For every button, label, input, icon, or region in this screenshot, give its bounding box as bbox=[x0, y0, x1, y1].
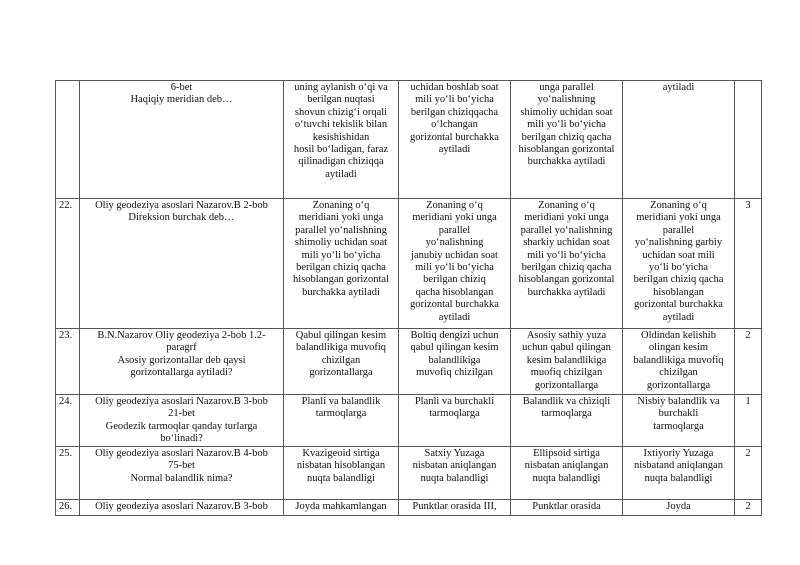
table-row bbox=[56, 447, 762, 500]
question-cell: Oliy geodeziya asoslari Nazarov.B 4-bob 75-bet Normal balandlik nima? bbox=[80, 447, 284, 500]
question-cell: Oliy geodeziya asoslari Nazarov.B 2-bob Direksion burchak deb… bbox=[80, 199, 284, 329]
answer-a-cell: Planli va balandlik tarmoqlarga bbox=[284, 395, 399, 447]
answer-c-cell: Balandlik va chiziqli tarmoqlarga bbox=[511, 395, 623, 447]
row-number: 23. bbox=[56, 329, 80, 395]
answer-key-cell: 2 bbox=[735, 447, 762, 500]
table-row bbox=[56, 329, 762, 395]
row-number: 24. bbox=[56, 395, 80, 447]
answer-d-cell: Ixtiyoriy Yuzaga nisbatand aniqlangan nuqta balandligi bbox=[623, 447, 735, 500]
answer-b-cell: uchidan boshlab soat mili yo‘li bo‘yicha berilgan chiziqqacha o‘lchangan gorizontal burchakka aytiladi bbox=[399, 81, 511, 199]
row-number: 22. bbox=[56, 199, 80, 329]
answer-d-cell: Zonaning o‘q meridiani yoki unga parallel yo‘nalishning garbiy uchidan soat mili yo‘li bo‘yicha berilgan chiziq qacha hisoblangan gorizontal burchakka aytiladi bbox=[623, 199, 735, 329]
answer-c-cell: Asosiy sathiy yuza uchun qabul qilingan kesim balandlikiga muofiq chizilgan gorizontallarga bbox=[511, 329, 623, 395]
table-row bbox=[56, 81, 762, 199]
table-row bbox=[56, 199, 762, 329]
answer-c-cell: Zonaning o‘q meridiani yoki unga parallel yo‘nalishning sharkiy uchidan soat mili yo‘li bo‘yicha berilgan chiziq qacha hisoblangan gorizontal burchakka aytiladi bbox=[511, 199, 623, 329]
answer-a-cell: Qabul qilingan kesim balandlikiga muvofiq chizilgan gorizontallarga bbox=[284, 329, 399, 395]
answer-b-cell: Punktlar orasida III, bbox=[399, 500, 511, 516]
answer-a-cell: uning aylanish o‘qi va berilgan nuqtasi shovun chizig‘i orqali o‘tuvchi tekislik bilan kesishishidan hosil bo‘ladigan, faraz qilinadigan chiziqqa aytiladi bbox=[284, 81, 399, 199]
table-row bbox=[56, 395, 762, 447]
answer-c-cell: Ellipsoid sirtiga nisbatan aniqlangan nuqta balandligi bbox=[511, 447, 623, 500]
answer-c-cell: unga parallel yo‘nalishning shimoliy uchidan soat mili yo‘li bo‘yicha berilgan chiziq qacha hisoblangan gorizontal burchakka aytiladi bbox=[511, 81, 623, 199]
answer-key-cell: 2 bbox=[735, 329, 762, 395]
answer-b-cell: Planli va burchakli tarmoqlarga bbox=[399, 395, 511, 447]
answer-d-cell: Nisbiy balandlik va burchakli tarmoqlarga bbox=[623, 395, 735, 447]
answer-key-cell: 1 bbox=[735, 395, 762, 447]
answer-key-cell: 2 bbox=[735, 500, 762, 516]
answer-a-cell: Zonaning o‘q meridiani yoki unga parallel yo‘nalishning shimoliy uchidan soat mili yo‘li bo‘yicha berilgan chiziq qacha hisoblangan gorizontal burchakka aytiladi bbox=[284, 199, 399, 329]
question-cell: Oliy geodeziya asoslari Nazarov.B 3-bob 21-bet Geodezik tarmoqlar qanday turlarga bo‘linadi? bbox=[80, 395, 284, 447]
question-cell: 6-bet Haqiqiy meridian deb… bbox=[80, 81, 284, 199]
question-cell: B.N.Nazarov Oliy geodeziya 2-bob 1.2- paragrf Asosiy gorizontallar deb qaysi gorizontallarga aytiladi? bbox=[80, 329, 284, 395]
answer-a-cell: Joyda mahkamlangan bbox=[284, 500, 399, 516]
answer-key-cell: 3 bbox=[735, 199, 762, 329]
question-cell: Oliy geodeziya asoslari Nazarov.B 3-bob bbox=[80, 500, 284, 516]
answer-key-cell bbox=[735, 81, 762, 199]
row-number bbox=[56, 81, 80, 199]
answer-d-cell: Oldindan kelishib olingan kesim balandlikiga muvofiq chizilgan gorizontallarga bbox=[623, 329, 735, 395]
answer-b-cell: Zonaning o‘q meridiani yoki unga parallel yo‘nalishning janubiy uchidan soat mili yo‘li bo‘yicha berilgan chiziq qacha hisoblangan gorizontal burchakka aytiladi bbox=[399, 199, 511, 329]
answer-b-cell: Satxiy Yuzaga nisbatan aniqlangan nuqta balandligi bbox=[399, 447, 511, 500]
answer-d-cell: aytiladi bbox=[623, 81, 735, 199]
table-row bbox=[56, 500, 762, 516]
row-number: 25. bbox=[56, 447, 80, 500]
answer-b-cell: Boltiq dengizi uchun qabul qilingan kesim balandlikiga muvofiq chizilgan bbox=[399, 329, 511, 395]
row-number: 26. bbox=[56, 500, 80, 516]
answer-d-cell: Joyda bbox=[623, 500, 735, 516]
answer-c-cell: Punktlar orasida bbox=[511, 500, 623, 516]
quiz-table bbox=[55, 80, 762, 516]
answer-a-cell: Kvazigeoid sirtiga nisbatan hisoblangan nuqta balandligi bbox=[284, 447, 399, 500]
